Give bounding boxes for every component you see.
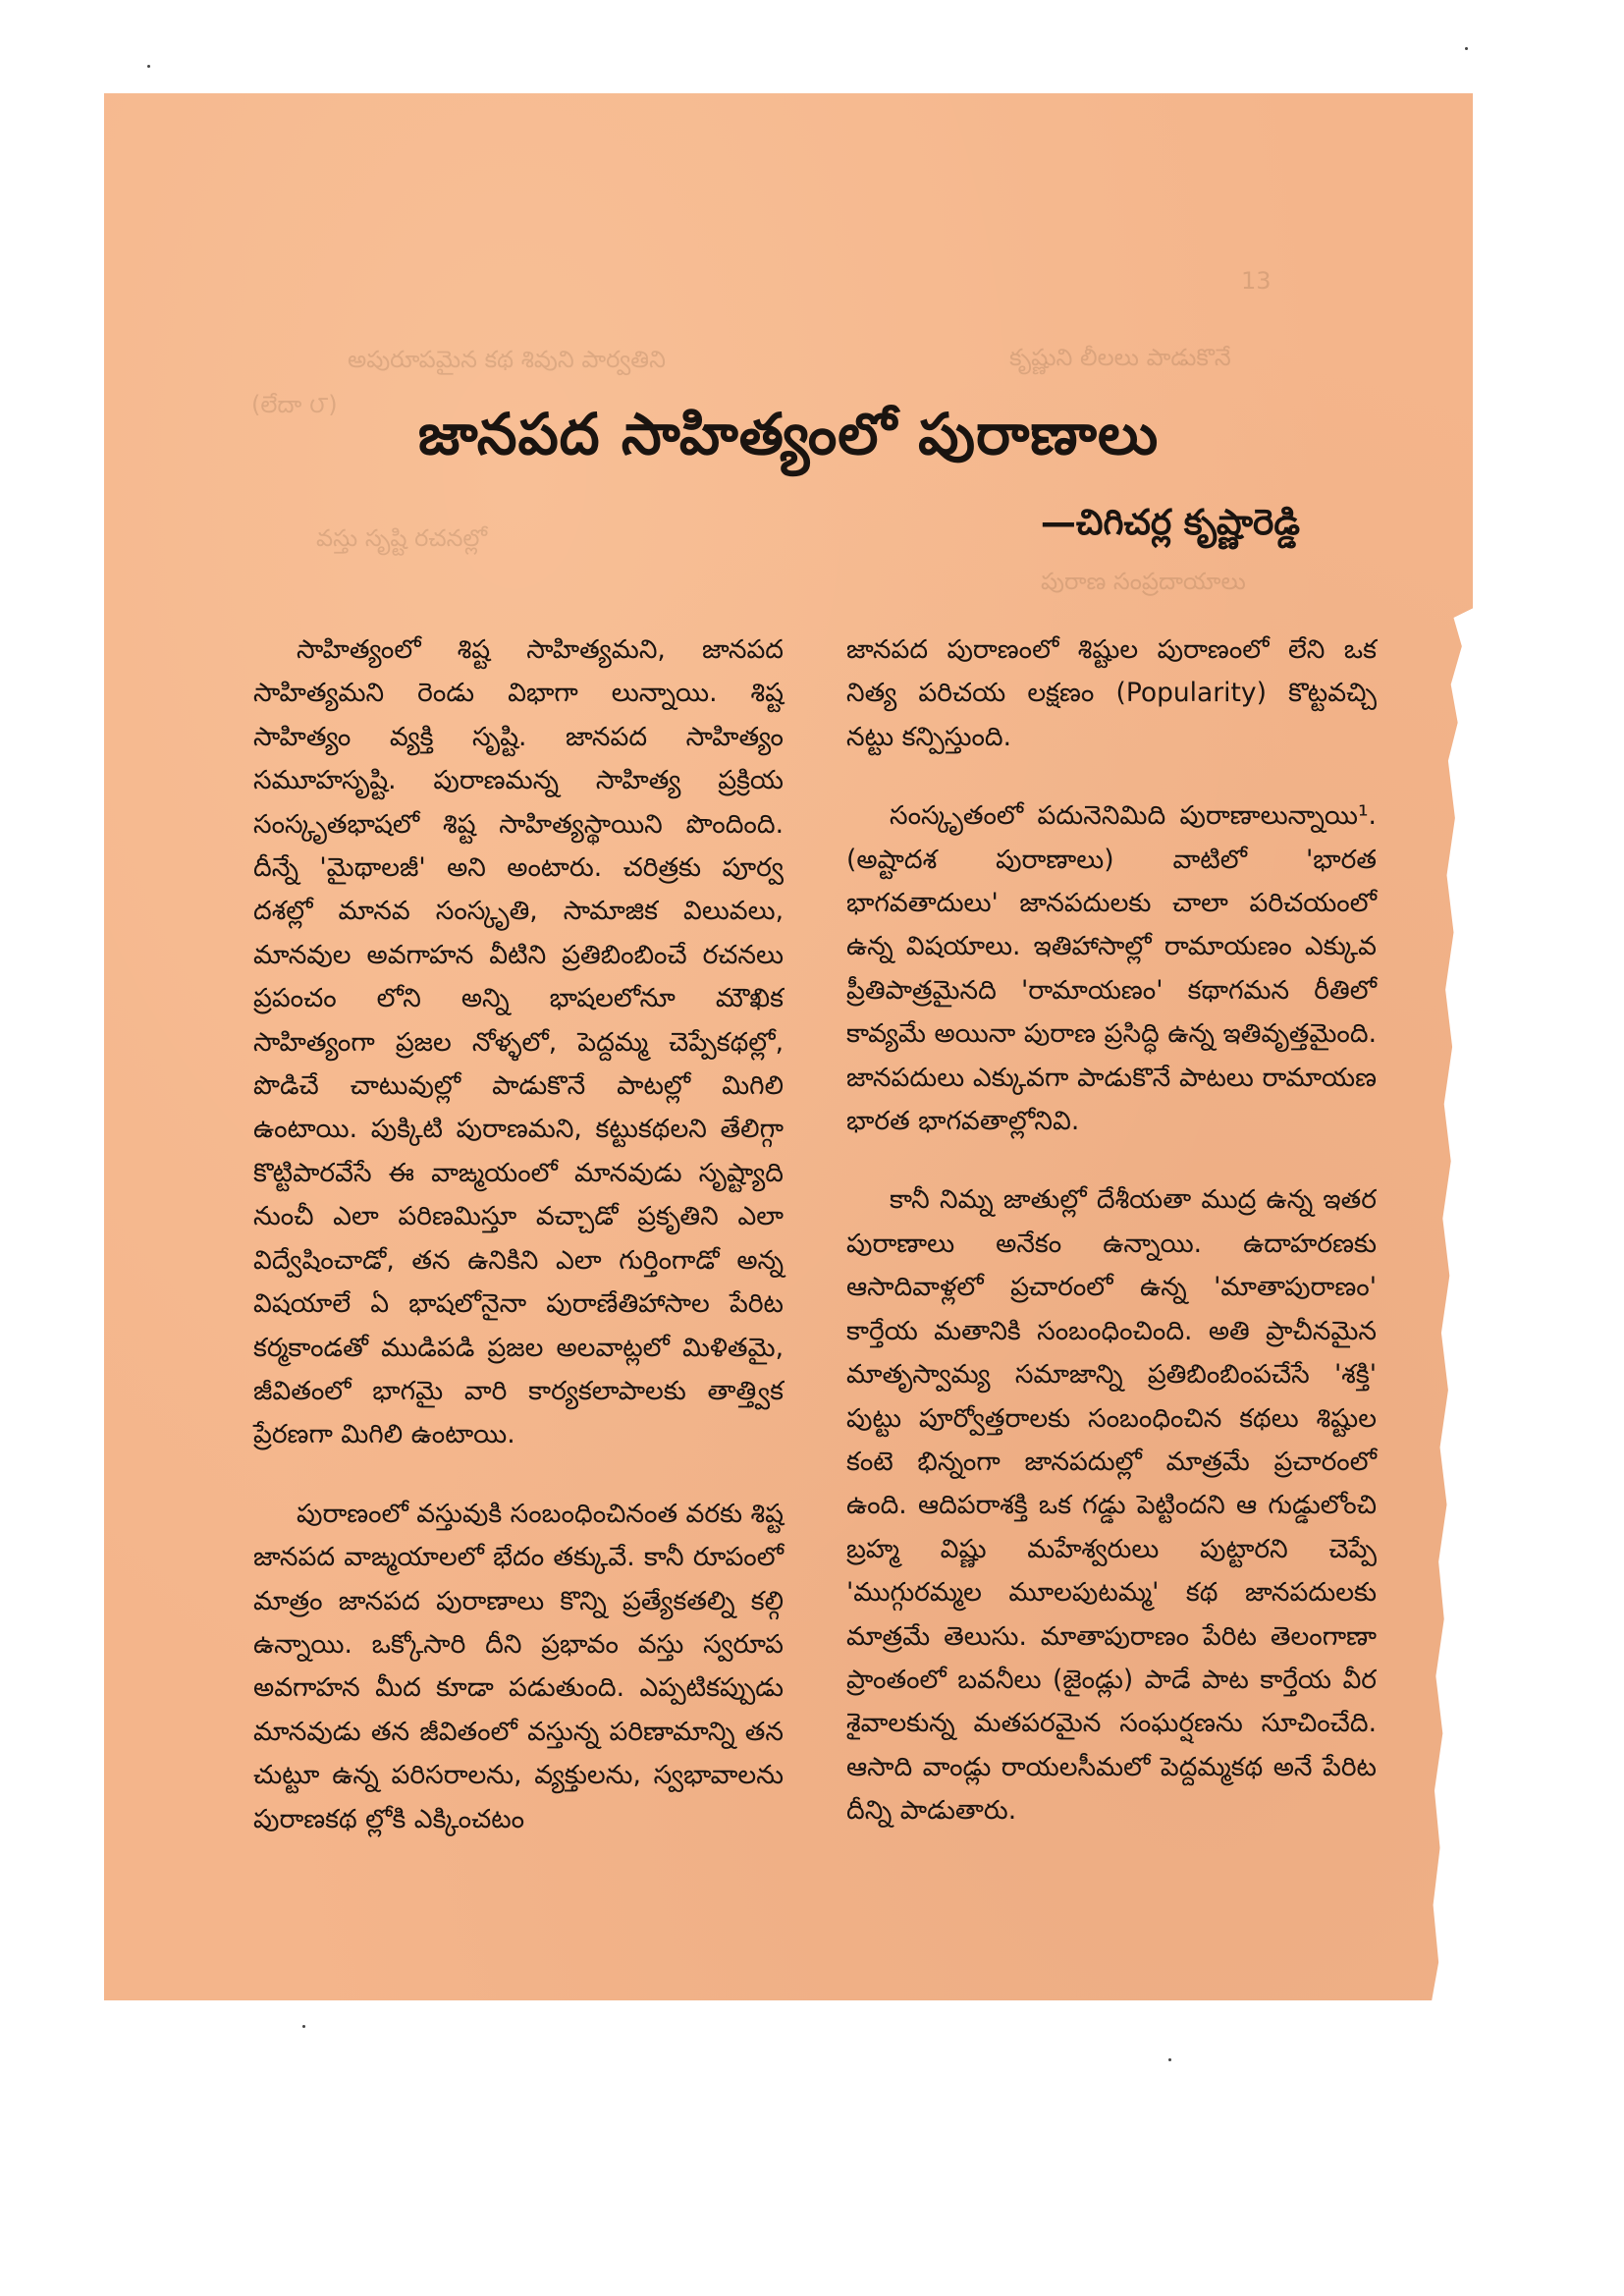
paragraph: జానపద పురాణంలో శిష్టుల పురాణంలో లేని ఒక నిత్య పరిచయ లక్షణం (Popularity) కొట్టవచ్చి నట్టు కన్పిస్తుంది. (846, 634, 1377, 752)
right-column (846, 629, 1377, 1869)
paragraph: సంస్కృతంలో పదునెనిమిది పురాణాలున్నాయి¹. (అష్టాదశ పురాణాలు) వాటిలో 'భారత భాగవతాదులు' జానపదులకు చాలా పరిచయంలో ఉన్న విషయాలు. ఇతిహాసాల్లో రామాయణం ఎక్కువ ప్రీతిపాత్రమైనది 'రామాయణం' కథాగమన రీతిలో కావ్యమే అయినా పురాణ ప్రసిద్ధి ఉన్న ఇతివృత్తమైంది. జానపదులు ఎక్కువగా పాడుకొనే పాటలు రామాయణ భారత భాగవతాల్లోనివి. (846, 800, 1377, 1137)
bleed-through-line: పురాణ సంప్రదాయాలు (1041, 568, 1246, 595)
bleed-through-line: కృష్ణుని లీలలు పాడుకొనే (1009, 344, 1231, 371)
scan-speck (1465, 47, 1468, 50)
scan-speck (147, 65, 150, 68)
bleed-through-line: వస్తు సృష్టి రచనల్లో (316, 524, 488, 552)
left-column (253, 629, 784, 1877)
paragraph: సాహిత్యంలో శిష్ట సాహిత్యమని, జానపద సాహిత్యమని రెండు విభాగా లున్నాయి. శిష్ట సాహిత్యం వ్యక్తి సృష్టి. జానపద సాహిత్యం సమూహసృష్టి. పురాణమన్న సాహిత్య ప్రక్రియ సంస్కృతభాషలో శిష్ట సాహిత్యస్థాయిని పొందింది. దీన్నే 'మైథాలజీ' అని అంటారు. చరిత్రకు పూర్వ దశల్లో మానవ సంస్కృతి, సామాజిక విలువలు, మానవుల అవగాహన వీటిని ప్రతిబింబించే రచనలు ప్రపంచం లోని అన్ని భాషలలోనూ మౌఖిక సాహిత్యంగా ప్రజల నోళ్ళలో, పెద్దమ్మ చెప్పేకథల్లో, పొడిచే చాటువుల్లో పాడుకొనే పాటల్లో మిగిలి ఉంటాయి. పుక్కిటి పురాణమని, కట్టుకథలని తేలిగ్గా కొట్టిపారవేసే ఈ వాఙ్మయంలో మానవుడు సృష్ట్యాది నుంచీ ఎలా పరిణమిస్తూ వచ్చాడో ప్రకృతిని ఎలా విద్వేషించాడో, తన ఉనికిని ఎలా గుర్తింగాడో అన్న విషయాలే ఏ భాషలోనైనా పురాణేతిహాసాల పేరిట కర్మకాండతో ముడిపడి ప్రజల అలవాట్లలో మిళితమై, జీవితంలో భాగమై వారి కార్యకలాపాలకు తాత్త్విక ప్రేరణగా మిగిలి ఉంటాయి. (253, 634, 784, 1450)
article-author: —చిగిచర్ల కృష్ణారెడ్డి (1040, 503, 1300, 543)
scan-speck (302, 2025, 305, 2028)
bleed-through-line: అపురూపమైన కథ శివుని పార్వతిని (348, 346, 666, 373)
paragraph: పురాణంలో వస్తువుకి సంబంధించినంత వరకు శిష్ట జానపద వాఙ్మయాలలో భేదం తక్కువే. కానీ రూపంలో మాత్రం జానపద పురాణాలు కొన్ని ప్రత్యేకతల్ని కల్గి ఉన్నాయి. ఒక్కోసారి దీని ప్రభావం వస్తు స్వరూప అవగాహన మీద కూడా పడుతుంది. ఎప్పటికప్పుడు మానవుడు తన జీవితంలో వస్తున్న పరిణామాన్ని తన చుట్టూ ఉన్న పరిసరాలను, వ్యక్తులను, స్వభావాలను పురాణకథ ల్లోకి ఎక్కించటం (253, 1498, 784, 1834)
bleed-through-page-number: 13 (1241, 267, 1272, 295)
article-title: జానపద సాహిత్యంలో పురాణాలు (417, 401, 1160, 467)
scan-speck (1168, 2058, 1171, 2061)
paragraph: కానీ నిమ్న జాతుల్లో దేశీయతా ముద్ర ఉన్న ఇతర పురాణాలు అనేకం ఉన్నాయి. ఉదాహరణకు ఆసాదివాళ్లలో ప్రచారంలో ఉన్న 'మాతాపురాణం' కార్తేయ మతానికి సంబంధించింది. అతి ప్రాచీనమైన మాతృస్వామ్య సమాజాన్ని ప్రతిబింబింపచేసే 'శక్తి' పుట్టు పూర్వోత్తరాలకు సంబంధించిన కథలు శిష్టుల కంటె భిన్నంగా జానపదుల్లో మాత్రమే ప్రచారంలో ఉంది. ఆదిపరాశక్తి ఒక గడ్డు పెట్టిందని ఆ గుడ్డులోంచి బ్రహ్మ విష్ణు మహేశ్వరులు పుట్టారని చెప్పే 'ముగ్గురమ్మల మూలపుటమ్మ' కథ జానపదులకు మాత్రమే తెలుసు. మాతాపురాణం పేరిట తెలంగాణా ప్రాంతంలో బవనీలు (జైండ్లు) పాడే పాట కార్తేయ వీర శైవాలకున్న మతపరమైన సంఘర్షణను సూచించేది. ఆసాది వాండ్లు రాయలసీమలో పెద్దమ్మకథ అనే పేరిట దీన్ని పాడుతారు. (846, 1184, 1377, 1827)
bleed-through-line: (లేదా ౮) (251, 391, 338, 418)
